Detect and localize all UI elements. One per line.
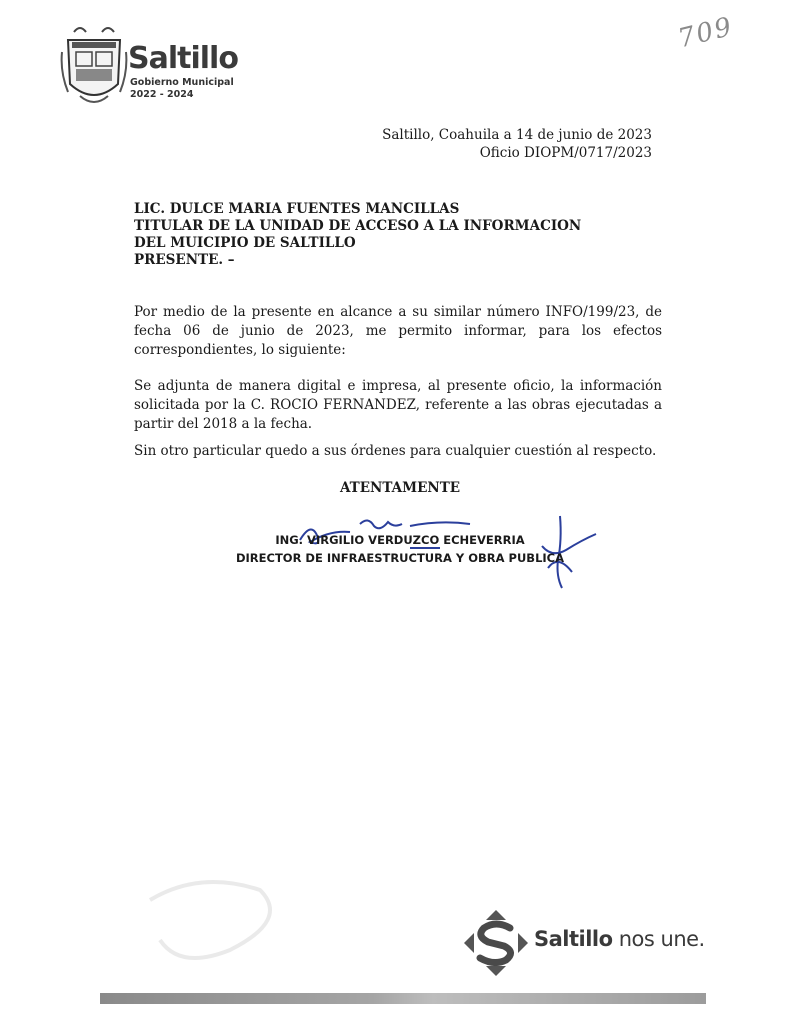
logo-name: Saltillo xyxy=(128,41,238,76)
body-paragraph-2: Se adjunta de manera digital e impresa, al presente oficio, la información solicitada por la C. ROCIO FERNANDEZ, referente a las obras ejecutadas a partir del 2018 a la fecha. xyxy=(134,378,662,432)
body-paragraph-1: Por medio de la presente en alcance a su similar número INFO/199/23, de fecha 06 de junio de 2023, me permito informar, para los efectos correspondientes, lo siguiente: xyxy=(134,304,662,358)
footer-slogan xyxy=(534,927,705,951)
recipient-organization: DEL MUICIPIO DE SALTILLO xyxy=(134,235,356,251)
signer-name: ING. VIRGILIO VERDUZCO ECHEVERRIA xyxy=(275,533,525,547)
footer-slogan-rest: nos une. xyxy=(612,927,705,951)
date-line: Saltillo, Coahuila a 14 de junio de 2023 xyxy=(382,127,652,143)
body-paragraph-3: Sin otro particular quedo a sus órdenes para cualquier cuestión al respecto. xyxy=(134,443,657,459)
handwritten-page-number: 709 xyxy=(675,11,737,55)
recipient-title: TITULAR DE LA UNIDAD DE ACCESO A LA INFORMACION xyxy=(134,218,582,234)
footer-divider-bar xyxy=(100,993,706,1004)
logo-years: 2022 - 2024 xyxy=(130,89,194,100)
faint-watermark-icon xyxy=(140,860,300,990)
footer-slogan-brand: Saltillo xyxy=(534,927,613,951)
oficio-number: Oficio DIOPM/0717/2023 xyxy=(479,145,652,161)
recipient-name: LIC. DULCE MARIA FUENTES MANCILLAS xyxy=(134,201,460,217)
signer-title: DIRECTOR DE INFRAESTRUCTURA Y OBRA PUBLICA xyxy=(235,551,565,565)
logo-subtitle: Gobierno Municipal xyxy=(130,77,234,88)
closing-atentamente: ATENTAMENTE xyxy=(339,480,461,496)
coat-of-arms-icon xyxy=(60,22,128,108)
recipient-presente: PRESENTE. – xyxy=(134,252,235,268)
saltillo-s-logo-icon xyxy=(462,908,530,978)
